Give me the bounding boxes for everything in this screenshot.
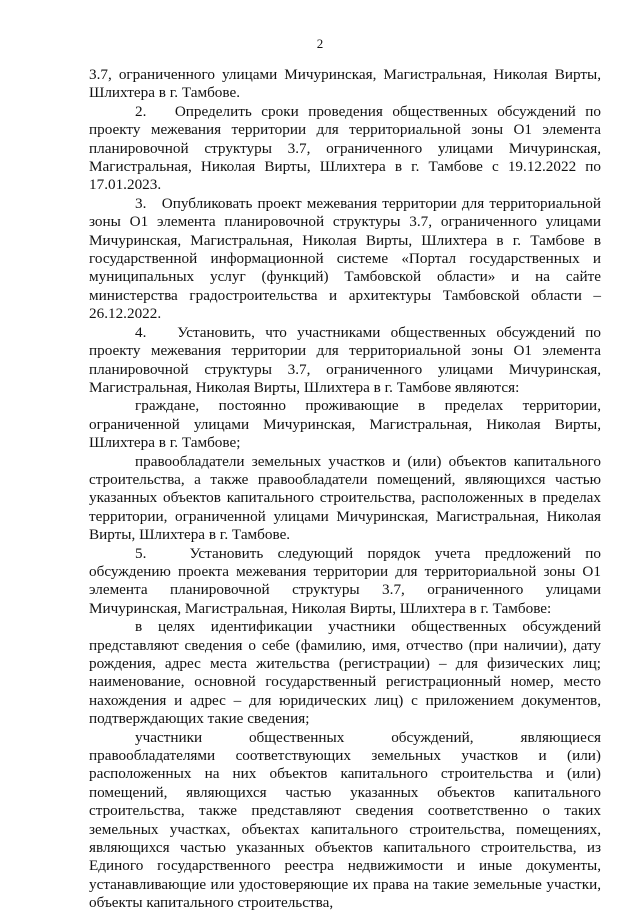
paragraph-item-5: 5. Установить следующий порядок учета предложений по обсуждению проекта межевания территории для территориальной зоны О1 элемента планировочной структуры 3.7, ограниченного улицами Мичуринская, Магистральная, Николая Вирты, Шлихтера в г. Тамбове: <box>89 544 601 617</box>
paragraph-item-2: 2. Определить сроки проведения общественных обсуждений по проекту межевания территории для территориальной зоны О1 элемента планировочной структуры 3.7, ограниченного улицами Мичуринская, Магистральная, Николая Вирты, Шлихтера в г. Тамбове с 19.12.2022 по 17.01.2023. <box>89 102 601 194</box>
subparagraph-citizens: граждане, постоянно проживающие в пределах территории, ограниченной улицами Мичуринская, Магистральная, Николая Вирты, Шлихтера в г. Тамбове; <box>89 397 601 452</box>
subparagraph-rightholders: правообладатели земельных участков и (или) объектов капитального строительства, а также правообладатели помещений, являющихся частью указанных объектов капитального строительства, расположенных в пределах территории, ограниченной улицами Мичуринская, Магистральная, Николая Вирты, Шлихтера в г. Тамбове. <box>89 452 601 544</box>
paragraph-item-4: 4. Установить, что участниками общественных обсуждений по проекту межевания территории для территориальной зоны О1 элемента планировочной структуры 3.7, ограниченного улицами Мичуринская, Магистральная, Николая Вирты, Шлихтера в г. Тамбове являются: <box>89 323 601 396</box>
subparagraph-owners-info: участники общественных обсуждений, являющиеся правообладателями соответствующих земельных участков и (или) расположенных на них объектов капитального строительства и (или) помещений, являющихся частью указанных объектов капитального строительства, также представляют сведения соответственно о таких земельных участках, объектах капитального строительства, помещениях, являющихся частью указанных объектов капитального строительства, из Единого государственного реестра недвижимости и иные документы, устанавливающие или удостоверяющие их права на такие земельные участки, объекты капитального строительства, <box>89 728 601 912</box>
paragraph-item-3: 3. Опубликовать проект межевания территории для территориальной зоны О1 элемента планировочной структуры 3.7, ограниченного улицами Мичуринская, Магистральная, Николая Вирты, Шлихтера в г. Тамбове в государственной информационной системе «Портал государственных и муниципальных услуг (функций) Тамбовской области» и на сайте министерства градостроительства и архитектуры Тамбовской области – 26.12.2022. <box>89 194 601 323</box>
paragraph-continuation: 3.7, ограниченного улицами Мичуринская, Магистральная, Николая Вирты, Шлихтера в г. Тамбове. <box>89 66 601 102</box>
page-number: 2 <box>316 36 324 51</box>
subparagraph-identification: в целях идентификации участники общественных обсуждений представляют сведения о себе (фамилию, имя, отчество (при наличии), дату рождения, адрес места жительства (регистрации) – для физических лиц; наименование, основной государственный регистрационный номер, место нахождения и адрес – для юридических лиц) с приложением документов, подтверждающих такие сведения; <box>89 618 601 728</box>
document-body <box>89 66 601 913</box>
